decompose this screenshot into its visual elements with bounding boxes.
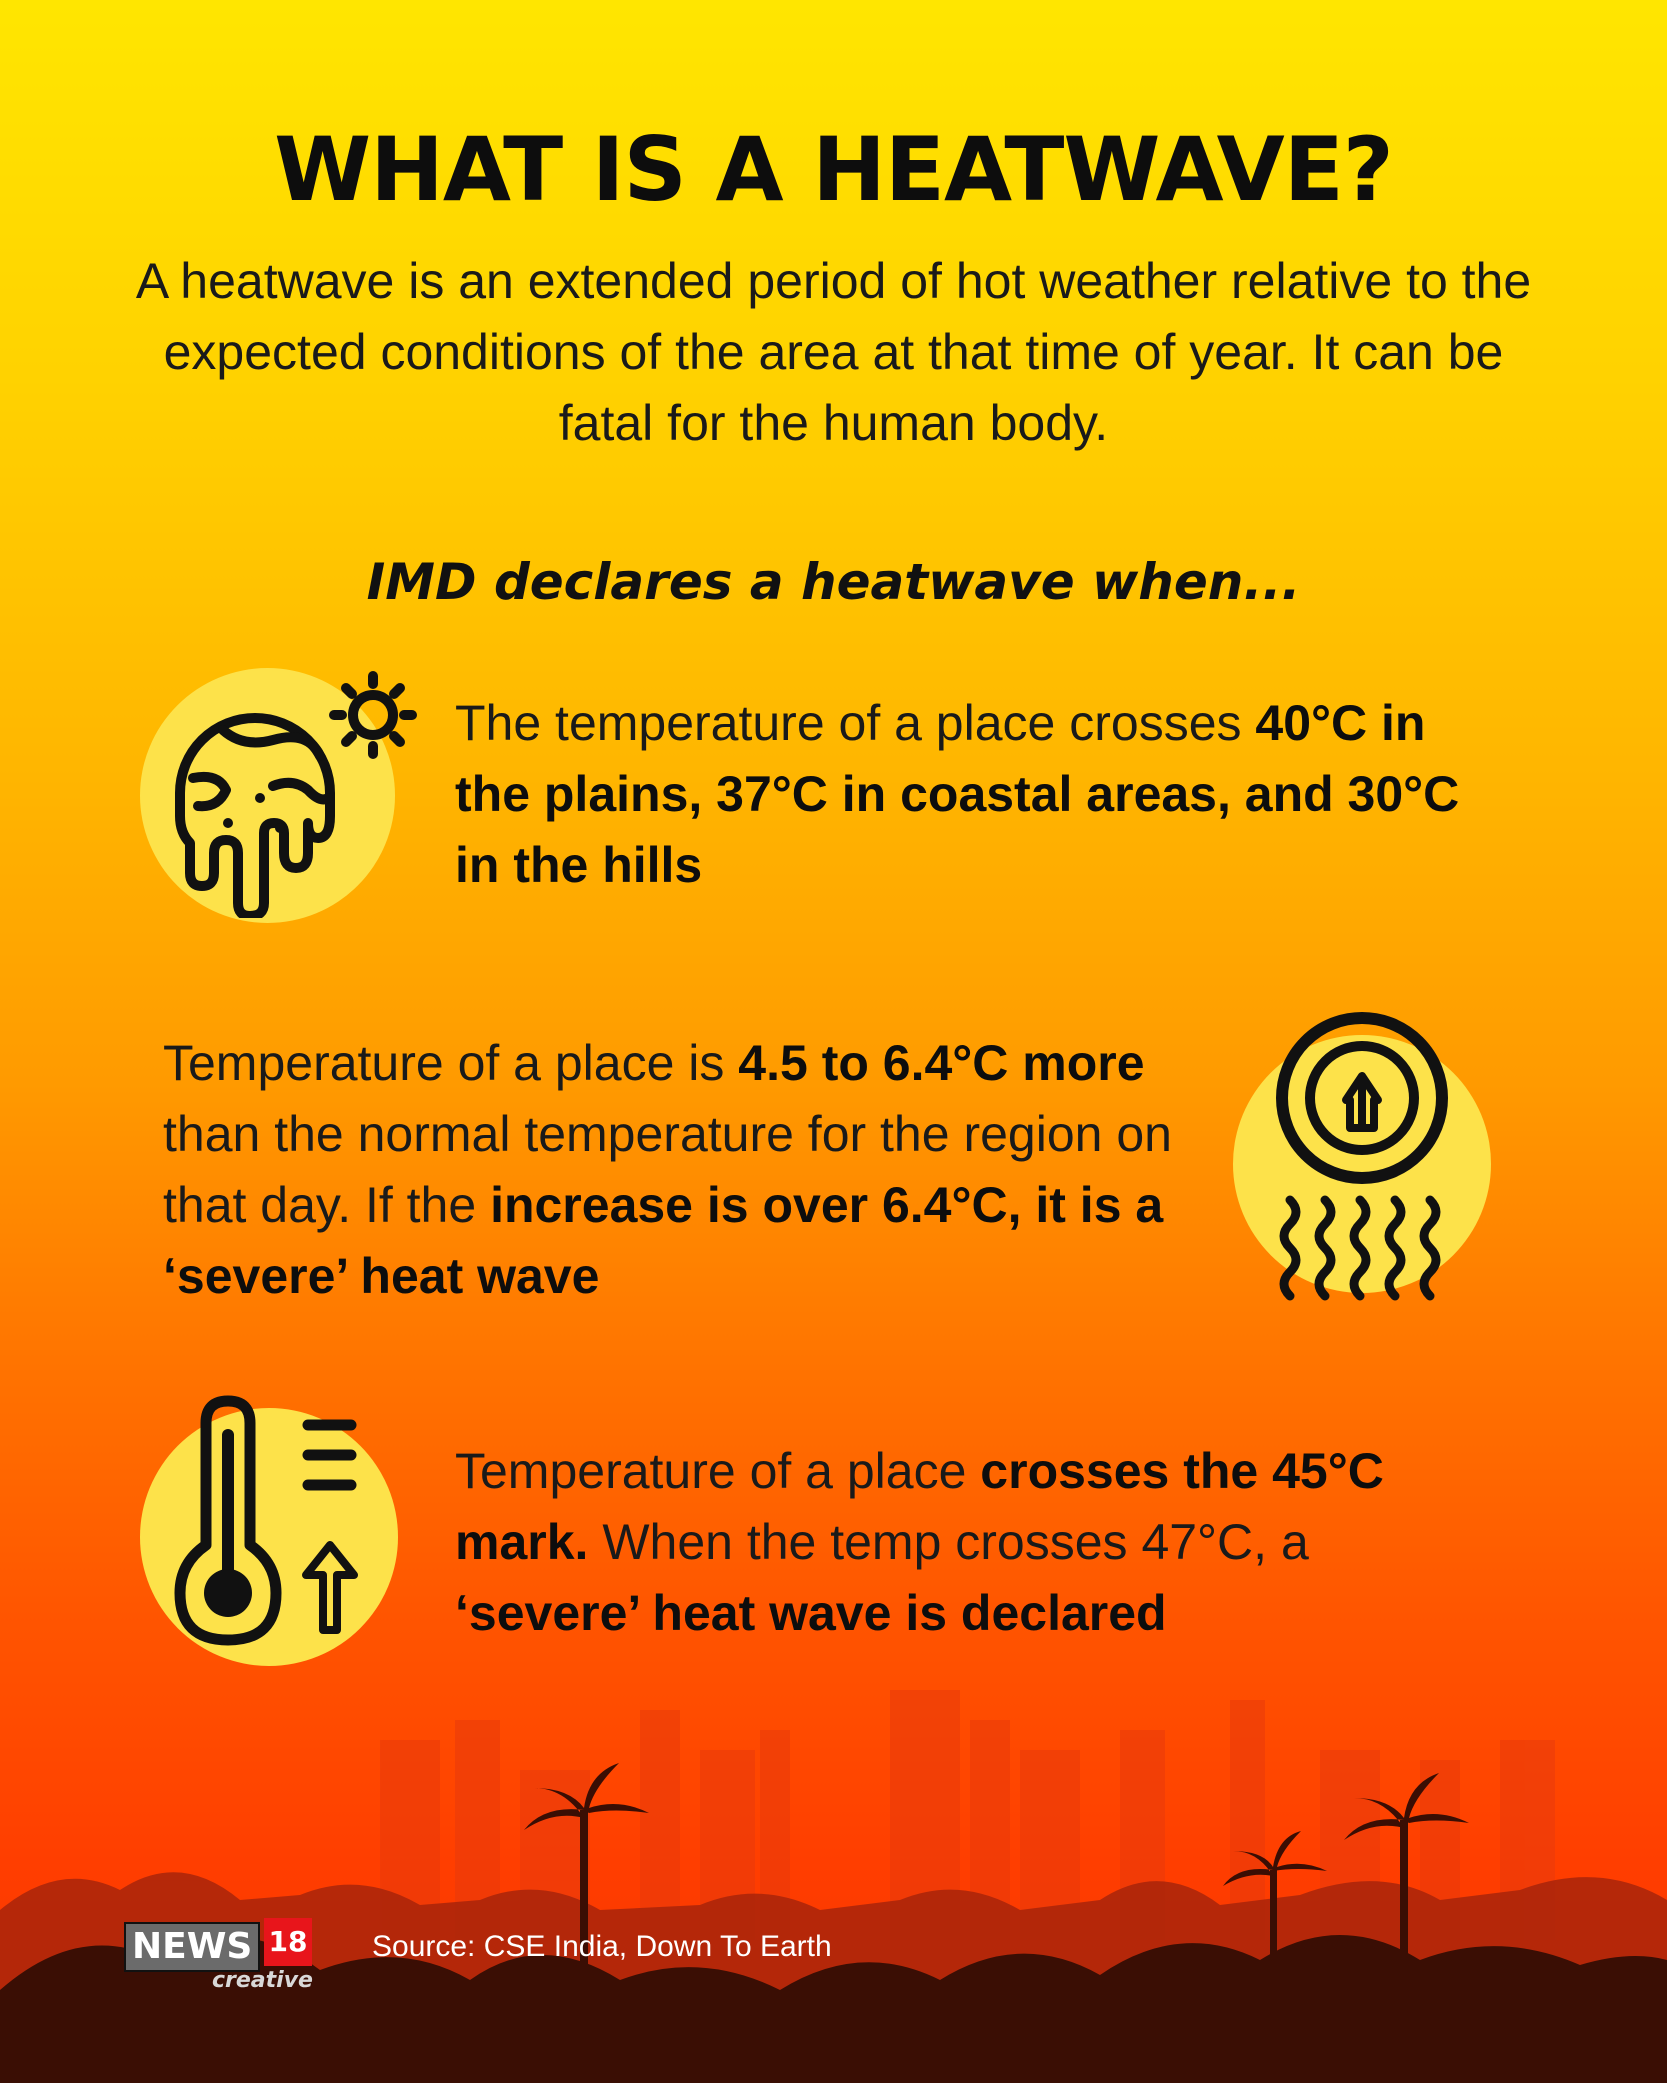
page-title: WHAT IS A HEATWAVE? <box>274 118 1393 221</box>
criterion-2-plain-2: than the normal temperature for the region on that day. If the <box>163 1106 1172 1233</box>
criterion-1-plain: The temperature of a place crosses <box>455 695 1256 751</box>
criterion-2-plain-1: Temperature of a place is <box>163 1035 739 1091</box>
criterion-3-plain-1: Temperature of a place <box>455 1443 981 1499</box>
criterion-3-plain-2: When the temp crosses 47°C, a <box>588 1514 1309 1570</box>
source-credit: Source: CSE India, Down To Earth <box>372 1930 832 1963</box>
criterion-1-text <box>455 688 1475 901</box>
criterion-2-bold-1: 4.5 to 6.4°C more <box>738 1035 1145 1091</box>
intro-paragraph: A heatwave is an extended period of hot weather relative to the expected conditions of the area at that time of year. It can be fatal for the human body. <box>135 253 1532 451</box>
criterion-3-text <box>455 1436 1495 1649</box>
news18-logo <box>124 1922 314 1994</box>
melting-globe-sun-icon <box>168 668 418 918</box>
criterion-1-bold: 40°C in the plains, 37°C in coastal areas, and 30°C in the hills <box>455 695 1460 893</box>
thermometer-rising-icon <box>168 1395 378 1655</box>
logo-number: 18 <box>264 1918 312 1966</box>
criterion-2-text <box>163 1028 1223 1312</box>
criterion-3-bold-2: ‘severe’ heat wave is declared <box>455 1585 1167 1641</box>
logo-subtitle: creative <box>212 1968 313 1993</box>
city-skyline-silhouette <box>0 1660 1667 2083</box>
logo-wordmark: NEWS <box>124 1922 260 1972</box>
heat-rising-waves-icon <box>1270 1000 1470 1320</box>
section-subheading: IMD declares a heatwave when... <box>366 553 1301 611</box>
criterion-2-bold-2: increase is over 6.4°C, it is a ‘severe’ heat wave <box>163 1177 1164 1304</box>
criterion-3-bold-1: crosses the 45°C mark. <box>455 1443 1384 1570</box>
